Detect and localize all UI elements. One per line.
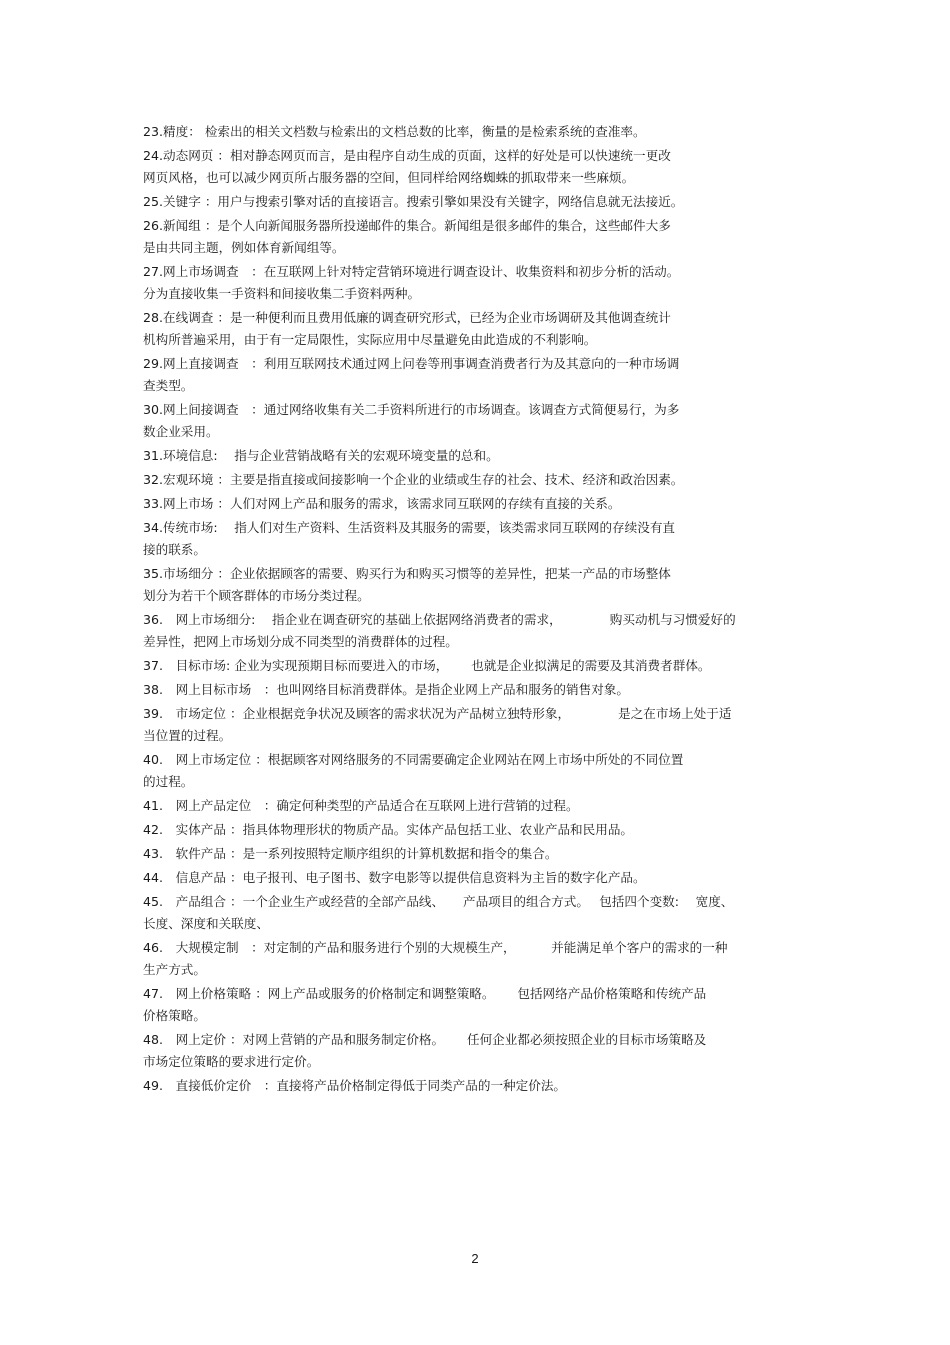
entry-line: 32.宏观环境 ：主要是指直接或间接影响一个企业的业绩或生存的社会、技术、经济和政治因素。 xyxy=(143,472,684,487)
entry-line: 差异性，把网上市场划分成不同类型的消费群体的过程。 xyxy=(143,634,458,649)
entry-line: 39. 市场定位 ：企业根据竞争状况及顾客的需求状况为产品树立独特形象， 是之在市场上处于适 xyxy=(143,706,732,721)
entry-line: 29.网上直接调查 ：利用互联网技术通过网上问卷等刑事调查消费者行为及其意向的一种市场调 xyxy=(143,356,680,371)
glossary-entry xyxy=(143,469,823,491)
glossary-entry xyxy=(143,795,823,817)
entry-line: 45. 产品组合 ：一个企业生产或经营的全部产品线、 产品项目的组合方式。 包括四个变数: 宽度、 xyxy=(143,894,734,909)
entry-line: 网页风格，也可以减少网页所占服务器的空间，但同样给网络蜘蛛的抓取带来一些麻烦。 xyxy=(143,170,635,185)
entry-line: 34.传统市场: 指人们对生产资料、生活资料及其服务的需要，该类需求同互联网的存续没有直 xyxy=(143,520,676,535)
entry-line: 25.关键字 ：用户与搜索引擎对话的直接语言。搜索引擎如果没有关键字，网络信息就无法接近。 xyxy=(143,194,684,209)
entry-line: 40. 网上市场定位 ：根据顾客对网络服务的不同需要确定企业网站在网上市场中所处的不同位置 xyxy=(143,752,684,767)
glossary-entry xyxy=(143,1029,823,1073)
entry-line: 37. 目标市场: 企业为实现预期目标而要进入的市场， 也就是企业拟满足的需要及其消费者群体。 xyxy=(143,658,711,673)
entry-line: 43. 软件产品 ：是一系列按照特定顺序组织的计算机数据和指令的集合。 xyxy=(143,846,558,861)
glossary-entry xyxy=(143,867,823,889)
entry-line: 查类型。 xyxy=(143,378,194,393)
glossary-entry xyxy=(143,493,823,515)
glossary-entry xyxy=(143,843,823,865)
glossary-entry xyxy=(143,517,823,561)
entry-line: 35.市场细分 ：企业依据顾客的需要、购买行为和购买习惯等的差异性，把某一产品的市场整体 xyxy=(143,566,671,581)
glossary-entry xyxy=(143,983,823,1027)
glossary-entry xyxy=(143,145,823,189)
glossary-entry xyxy=(143,1075,823,1097)
glossary-entry xyxy=(143,261,823,305)
entry-line: 27.网上市场调查 ：在互联网上针对特定营销环境进行调查设计、收集资料和初步分析的活动。 xyxy=(143,264,680,279)
glossary-entry xyxy=(143,703,823,747)
page-number: 2 xyxy=(471,1251,479,1266)
glossary-entry xyxy=(143,655,823,677)
glossary-entry xyxy=(143,191,823,213)
entry-line: 长度、深度和关联度、 xyxy=(143,916,269,931)
glossary-entry xyxy=(143,679,823,701)
entry-line: 市场定位策略的要求进行定价。 xyxy=(143,1054,320,1069)
glossary-content xyxy=(143,121,823,1099)
entry-line: 数企业采用。 xyxy=(143,424,219,439)
entry-line: 38. 网上目标市场 ：也叫网络目标消费群体。是指企业网上产品和服务的销售对象。 xyxy=(143,682,629,697)
glossary-entry xyxy=(143,937,823,981)
entry-line: 当位置的过程。 xyxy=(143,728,232,743)
entry-line: 30.网上间接调查 ：通过网络收集有关二手资料所进行的市场调查。该调查方式简便易行，为多 xyxy=(143,402,680,417)
glossary-entry xyxy=(143,215,823,259)
entry-line: 机构所普遍采用，由于有一定局限性，实际应用中尽量避免由此造成的不利影响。 xyxy=(143,332,597,347)
entry-line: 23.精度： 检索出的相关文档数与检索出的文档总数的比率，衡量的是检索系统的查准率。 xyxy=(143,124,646,139)
entry-line: 生产方式。 xyxy=(143,962,206,977)
glossary-entry xyxy=(143,307,823,351)
entry-line: 的过程。 xyxy=(143,774,194,789)
entry-line: 46. 大规模定制 ：对定制的产品和服务进行个别的大规模生产， 并能满足单个客户的需求的一种 xyxy=(143,940,728,955)
entry-line: 41. 网上产品定位 ：确定何种类型的产品适合在互联网上进行营销的过程。 xyxy=(143,798,579,813)
glossary-entry xyxy=(143,445,823,467)
glossary-entry xyxy=(143,749,823,793)
entry-line: 26.新闻组 ：是个人向新闻服务器所投递邮件的集合。新闻组是很多邮件的集合，这些邮件大多 xyxy=(143,218,671,233)
entry-line: 42. 实体产品 ：指具体物理形状的物质产品。实体产品包括工业、农业产品和民用品。 xyxy=(143,822,634,837)
entry-line: 33.网上市场 ：人们对网上产品和服务的需求，该需求同互联网的存续有直接的关系。 xyxy=(143,496,621,511)
glossary-entry xyxy=(143,121,823,143)
entry-line: 36. 网上市场细分: 指企业在调查研究的基础上依据网络消费者的需求， 购买动机与习惯爱好的 xyxy=(143,612,736,627)
entry-line: 划分为若干个顾客群体的市场分类过程。 xyxy=(143,588,370,603)
entry-line: 31.环境信息: 指与企业营销战略有关的宏观环境变量的总和。 xyxy=(143,448,499,463)
glossary-entry xyxy=(143,563,823,607)
entry-line: 48. 网上定价 ：对网上营销的产品和服务制定价格。 任何企业都必须按照企业的目标市场策略及 xyxy=(143,1032,707,1047)
glossary-entry xyxy=(143,891,823,935)
glossary-entry xyxy=(143,399,823,443)
entry-line: 分为直接收集一手资料和间接收集二手资料两种。 xyxy=(143,286,421,301)
entry-line: 28.在线调查 ：是一种便利而且费用低廉的调查研究形式，已经为企业市场调研及其他调查统计 xyxy=(143,310,671,325)
entry-line: 24.动态网页 ：相对静态网页而言，是由程序自动生成的页面，这样的好处是可以快速统一更改 xyxy=(143,148,671,163)
entry-line: 49. 直接低价定价 ：直接将产品价格制定得低于同类产品的一种定价法。 xyxy=(143,1078,567,1093)
entry-line: 44. 信息产品 ：电子报刊、电子图书、数字电影等以提供信息资料为主旨的数字化产品。 xyxy=(143,870,646,885)
glossary-entry xyxy=(143,819,823,841)
entry-line: 价格策略。 xyxy=(143,1008,206,1023)
entry-line: 是由共同主题，例如体育新闻组等。 xyxy=(143,240,345,255)
glossary-entry xyxy=(143,353,823,397)
entry-line: 47. 网上价格策略 ：网上产品或服务的价格制定和调整策略。 包括网络产品价格策略和传统产品 xyxy=(143,986,707,1001)
entry-line: 接的联系。 xyxy=(143,542,206,557)
glossary-entry xyxy=(143,609,823,653)
